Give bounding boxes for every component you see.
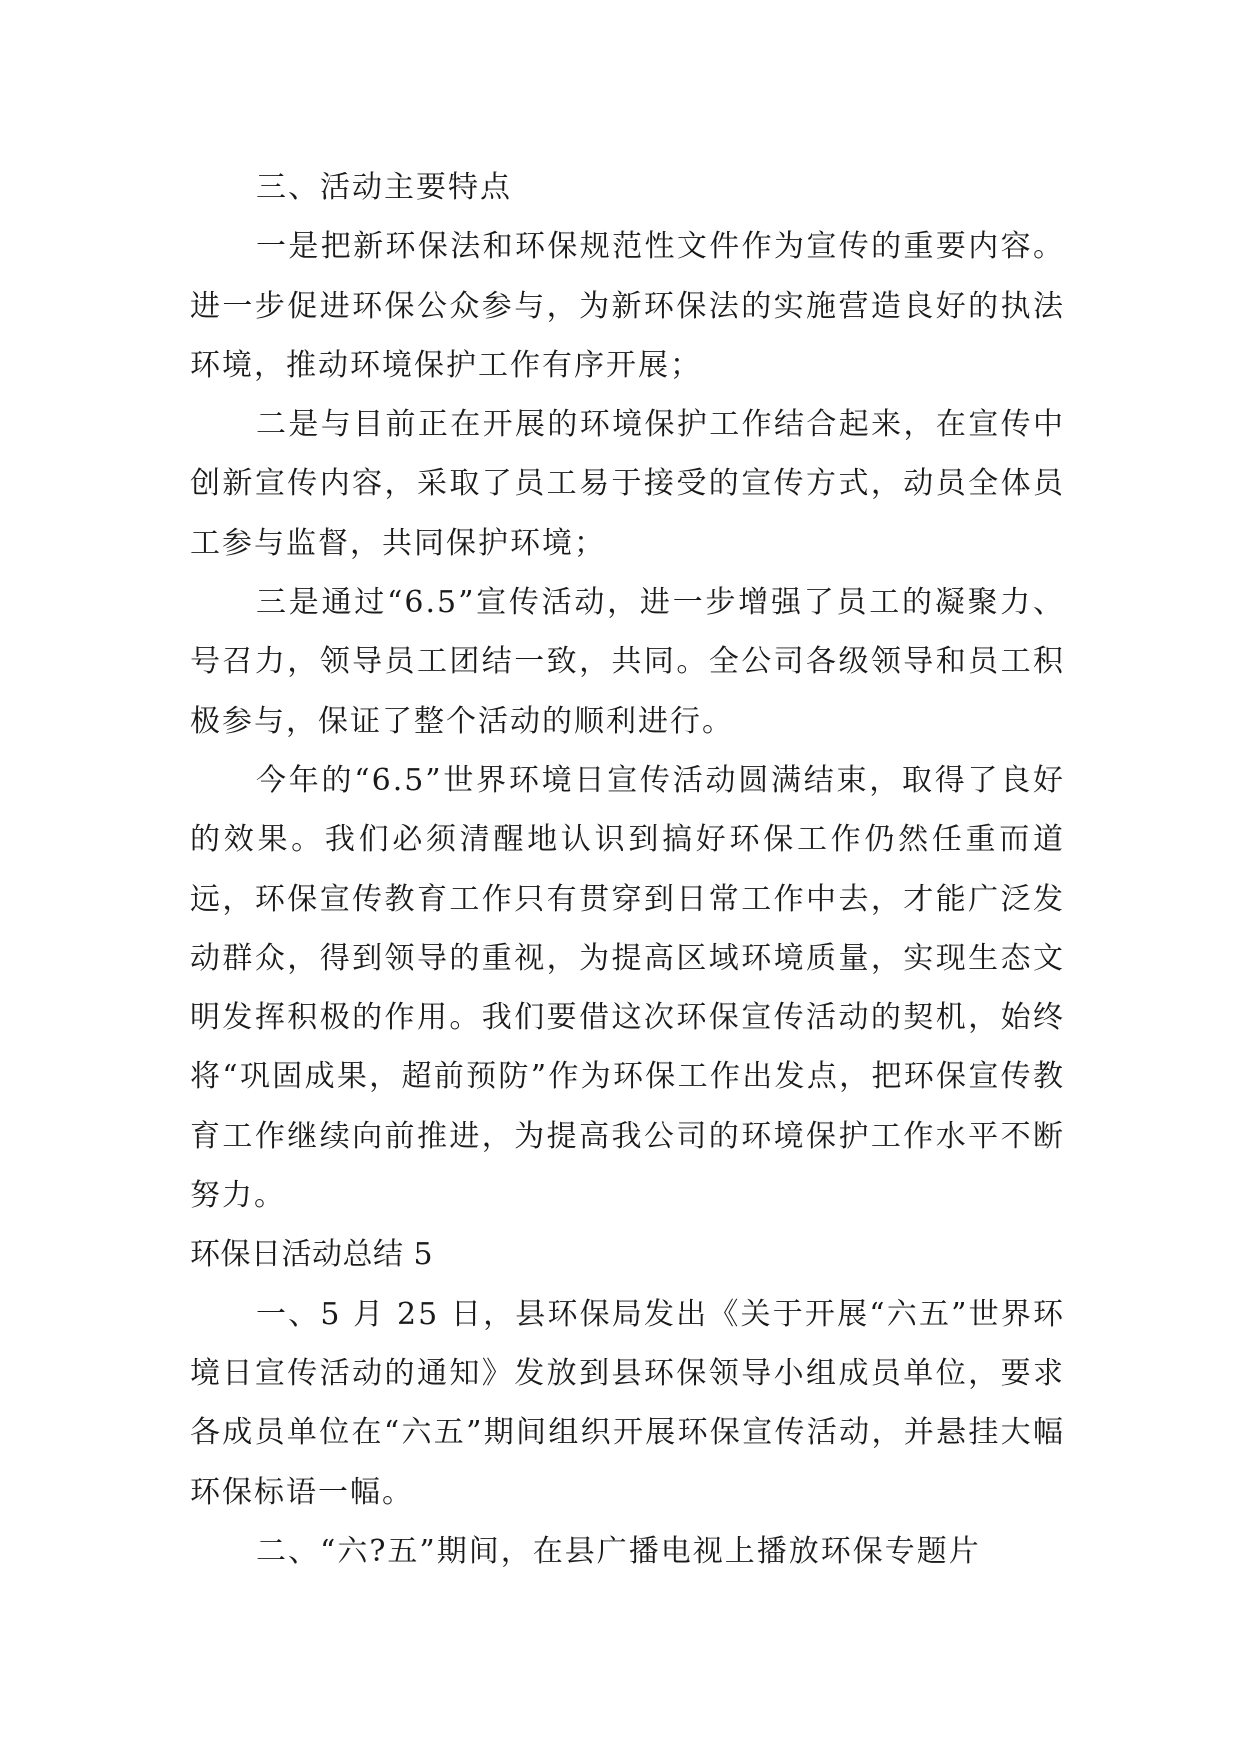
document-subtitle: 环保日活动总结 5 bbox=[190, 1237, 434, 1273]
section-heading: 三、活动主要特点 bbox=[256, 170, 512, 205]
paragraph-point-one: 一是把新环保法和环保规范性文件作为宣传的重要内容。进一步促进环保公众参与，为新环保法的实施营造良好的执法环境，推动环境保护工作有序开展； bbox=[190, 229, 1065, 383]
paragraph-item-one: 一、5 月 25 日，县环保局发出《关于开展“六五”世界环境日宣传活动的通知》发放到县环保领导小组成员单位，要求各成员单位在“六五”期间组织开展环保宣传活动，并悬挂大幅环保标语一幅。 bbox=[190, 1296, 1065, 1510]
document-body bbox=[190, 158, 1065, 1581]
paragraph-conclusion: 今年的“6.5”世界环境日宣传活动圆满结束，取得了良好的效果。我们必须清醒地认识到搞好环保工作仍然任重而道远，环保宣传教育工作只有贯穿到日常工作中去，才能广泛发动群众，得到领导的重视，为提高区域环境质量，实现生态文明发挥积极的作用。我们要借这次环保宣传活动的契机，始终将“巩固成果，超前预防”作为环保工作出发点，把环保宣传教育工作继续向前推进，为提高我公司的环境保护工作水平不断努力。 bbox=[190, 762, 1065, 1214]
paragraph-item-two: 二、“六?五”期间，在县广播电视上播放环保专题片 bbox=[256, 1533, 981, 1569]
paragraph-point-two: 二是与目前正在开展的环境保护工作结合起来，在宣传中创新宣传内容，采取了员工易于接受的宣传方式，动员全体员工参与监督，共同保护环境； bbox=[190, 407, 1065, 561]
paragraph-point-three: 三是通过“6.5”宣传活动，进一步增强了员工的凝聚力、号召力，领导员工团结一致，共同。全公司各级领导和员工积极参与，保证了整个活动的顺利进行。 bbox=[190, 585, 1065, 739]
